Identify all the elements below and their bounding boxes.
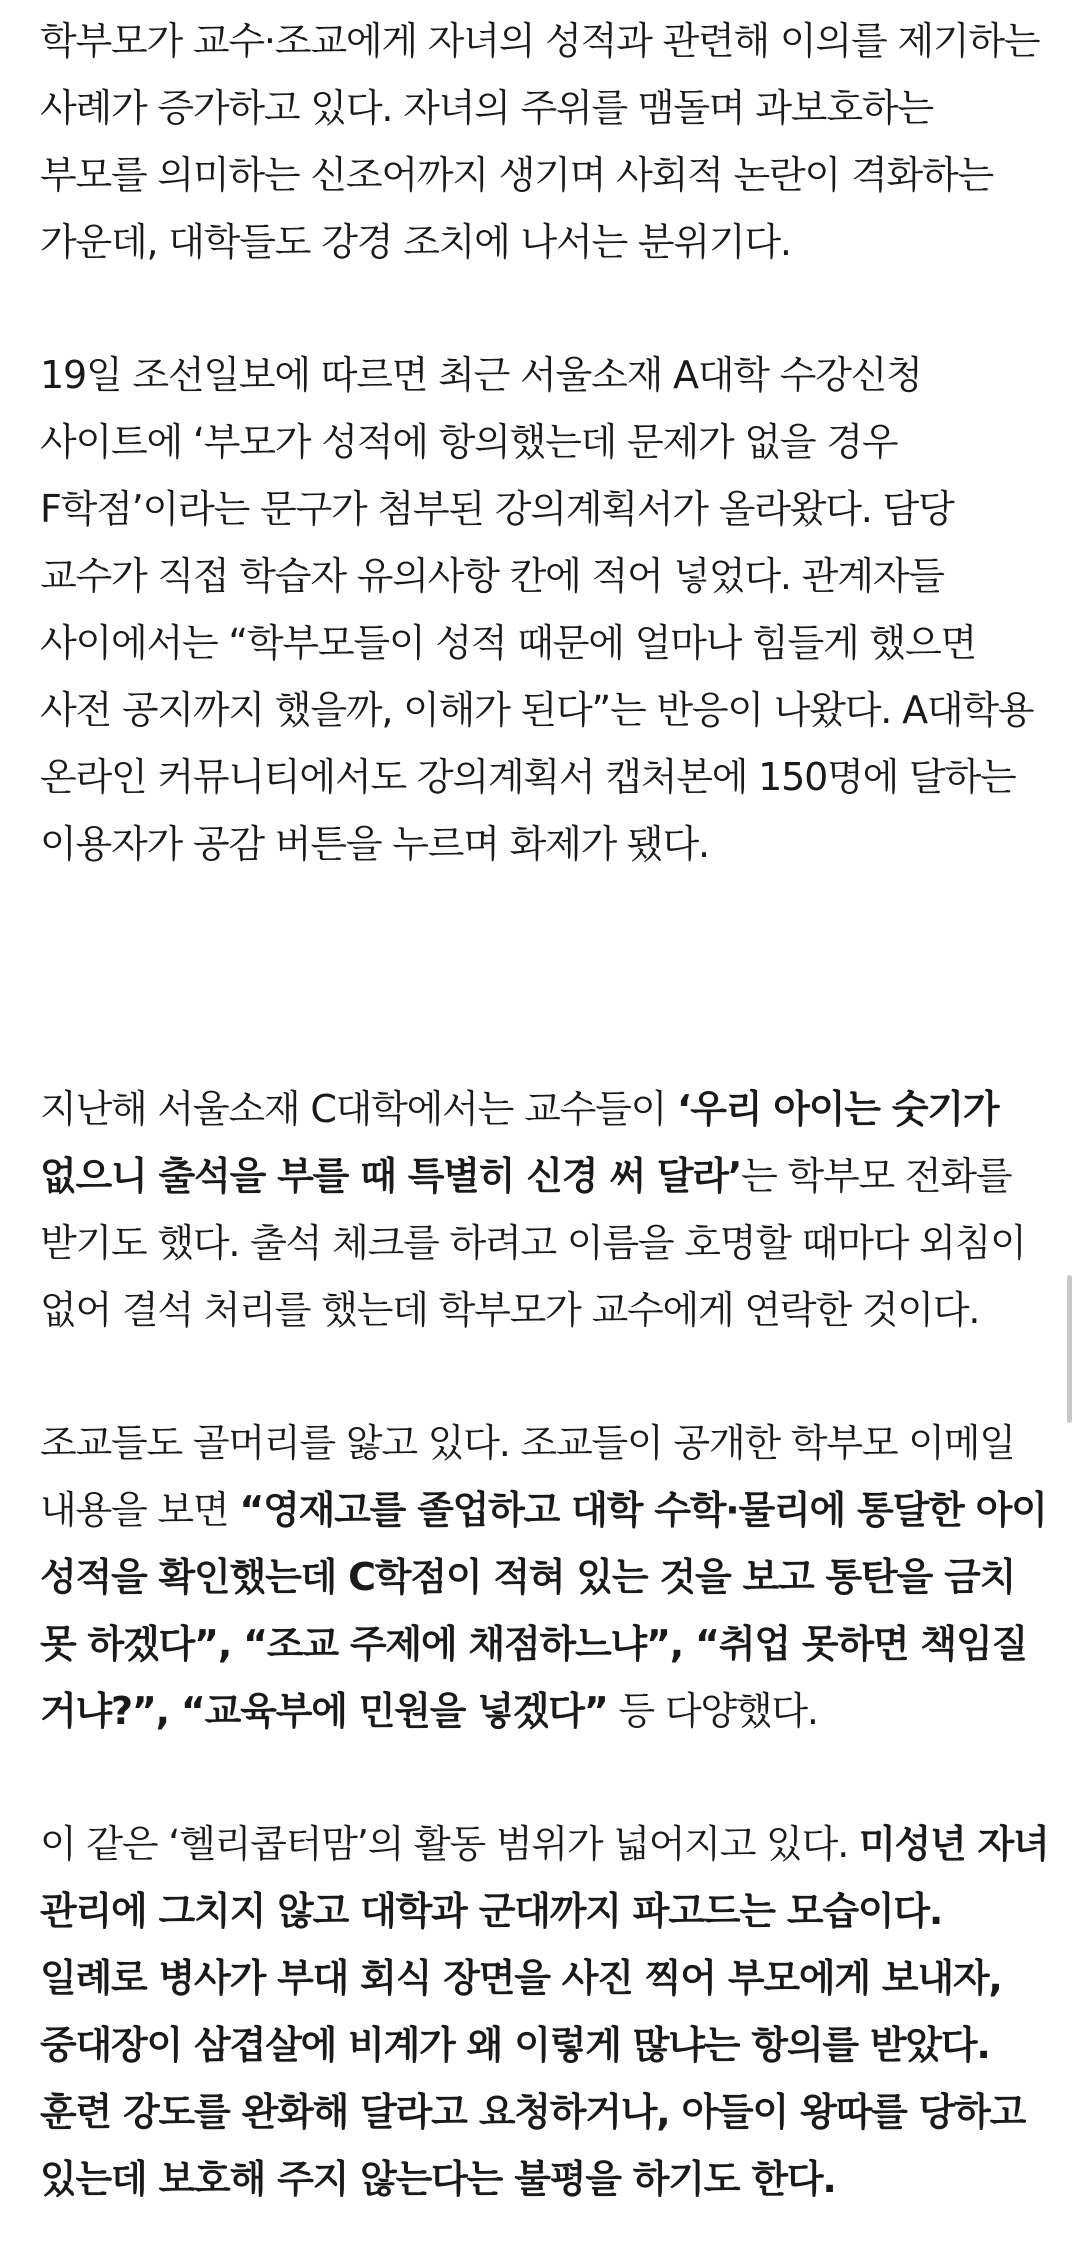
paragraph-text: 학부모가 교수·조교에게 자녀의 성적과 관련해 이의를 제기하는 사례가 증가하고 있다. 자녀의 주위를 맴돌며 과보호하는 부모를 의미하는 신조어까지 생기며 사회적 논란이 격화하는 가운데, 대학들도 강경 조치에 나서는 분위기다. <box>40 19 1040 264</box>
scrollbar-thumb[interactable] <box>1067 1275 1072 1423</box>
paragraph-helicopter-mom <box>40 1811 1050 2213</box>
paragraph-text: 조교들도 골머리를 앓고 있다. 조교들이 공개한 학부모 이메일 내용을 보면 <box>40 1421 1015 1532</box>
paragraph-assistants <box>40 1410 1050 1745</box>
paragraph-text: 지난해 서울소재 C대학에서는 교수들이 <box>40 1087 677 1131</box>
paragraph-text: 등 다양했다. <box>607 1689 818 1733</box>
paragraph-university-c <box>40 1076 1050 1344</box>
highlighted-text: 미성년 자녀 관리에 그치지 않고 대학과 군대까지 파고드는 모습이다. 일례로 병사가 부대 회식 장면을 사진 찍어 부모에게 보내자, 중대장이 삼겹살에 비계가 왜 이렇게 많냐는 항의를 받았다. 훈련 강도를 완화해 달라고 요청하거나, 아들이 왕따를 당하고 있는데 보호해 주지 않는다는 불평을 하기도 한다. <box>40 1822 1049 2201</box>
article-body <box>40 8 1050 2213</box>
highlighted-quote: “영재고를 졸업하고 대학 수학·물리에 통달한 아이 성적을 확인했는데 C학점이 적혀 있는 것을 보고 통탄을 금치 못 하겠다”, “조교 주제에 채점하느냐”, “취업 못하면 책임질 거냐?”, “교육부에 민원을 넣겠다” <box>40 1488 1047 1733</box>
paragraph-text: 이 같은 ‘헬리콥터맘’의 활동 범위가 넓어지고 있다. <box>40 1822 859 1866</box>
paragraph-syllabus-report <box>40 342 1050 878</box>
paragraph-intro <box>40 8 1050 276</box>
paragraph-text: 는 학부모 전화를 받기도 했다. 출석 체크를 하려고 이름을 호명할 때마다 외침이 없어 결석 처리를 했는데 학부모가 교수에게 연락한 것이다. <box>40 1154 1026 1332</box>
highlighted-quote: ‘우리 아이는 숫기가 없으니 출석을 부를 때 특별히 신경 써 달라’ <box>40 1087 999 1198</box>
paragraph-text: 19일 조선일보에 따르면 최근 서울소재 A대학 수강신청 사이트에 ‘부모가 성적에 항의했는데 문제가 없을 경우 F학점’이라는 문구가 첨부된 강의계획서가 올라왔다. 담당 교수가 직접 학습자 유의사항 칸에 적어 넣었다. 관계자들 사이에서는 “학부모들이 성적 때문에 얼마나 힘들게 했으면 사전 공지까지 했을까, 이해가 된다”는 반응이 나왔다. A대학용 온라인 커뮤니티에서도 강의계획서 캡처본에 150명에 달하는 이용자가 공감 버튼을 누르며 화제가 됐다. <box>40 353 1034 866</box>
